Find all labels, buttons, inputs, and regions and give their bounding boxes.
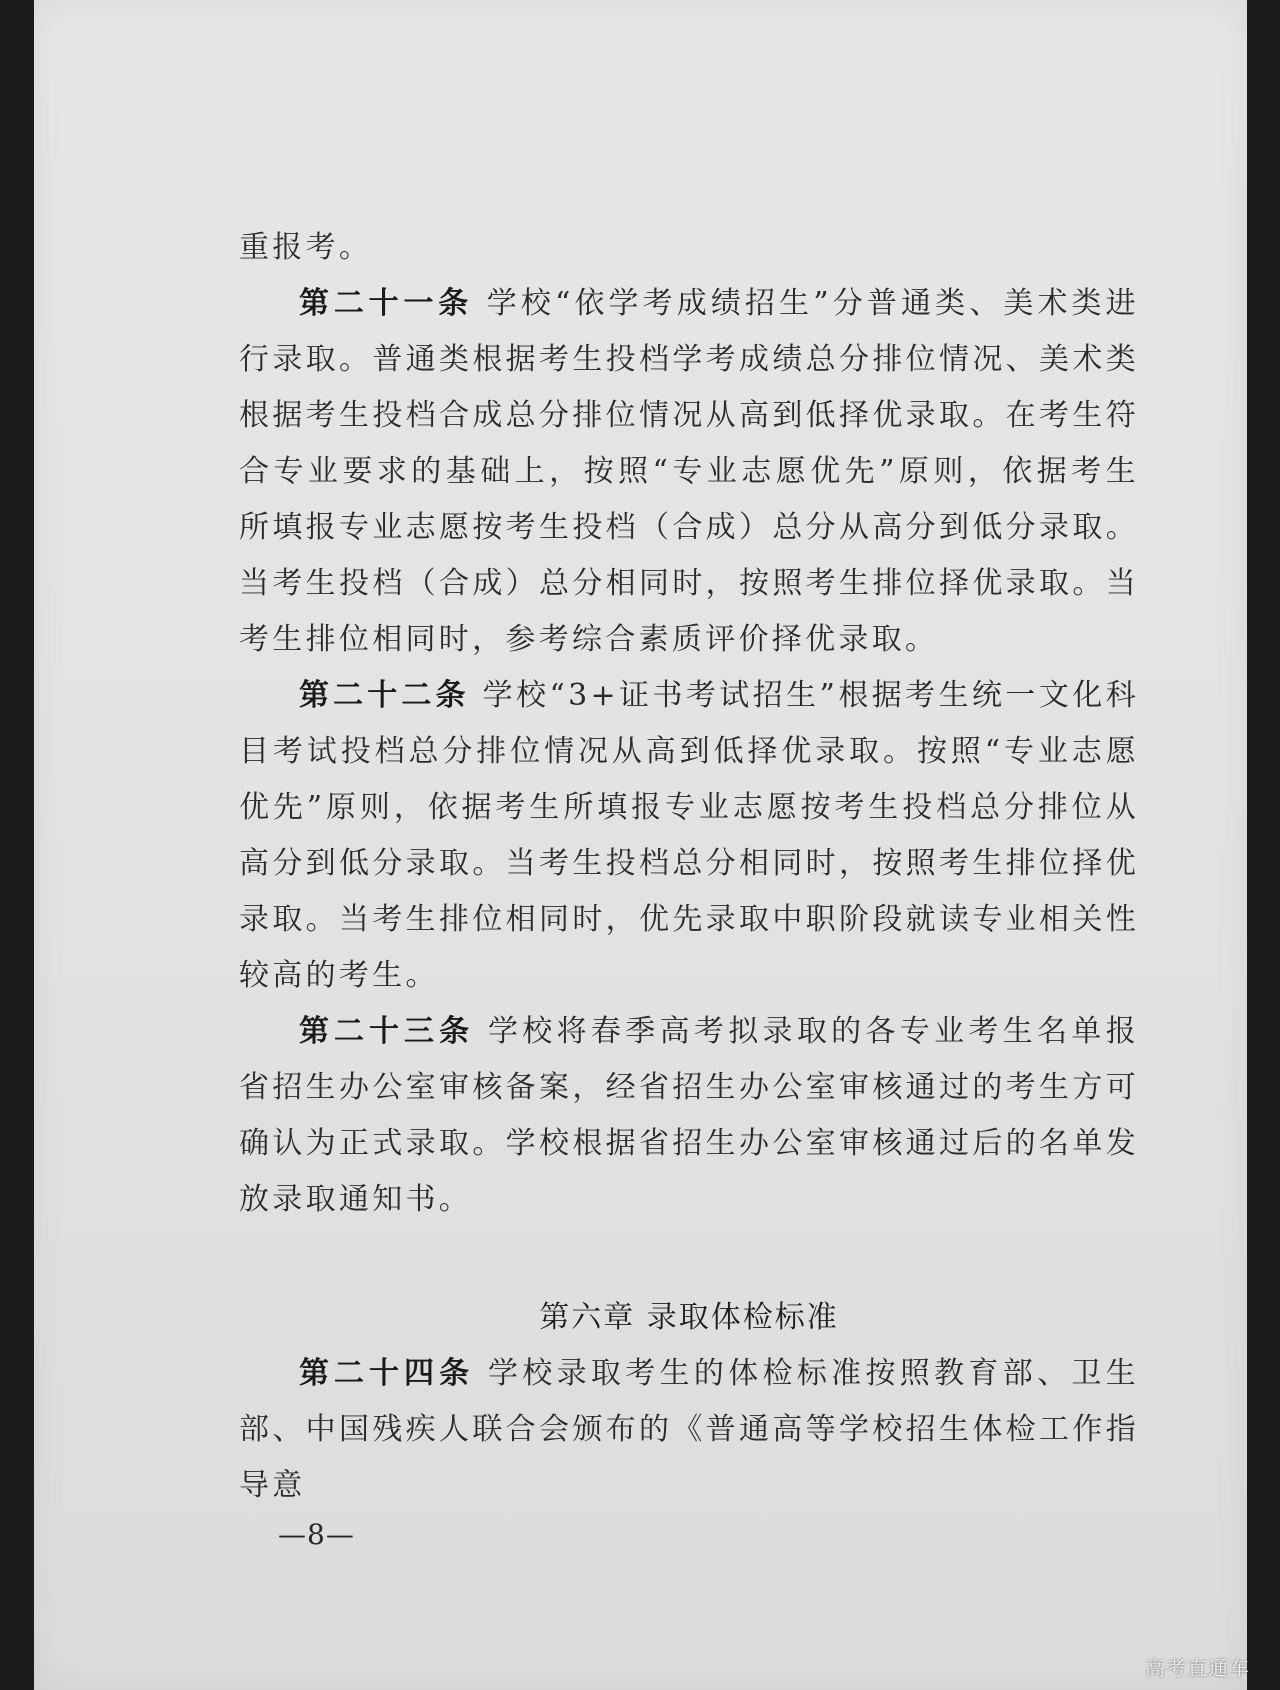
article-22-body: 学校“3+证书考试招生”根据考生统一文化科目考试投档总分排位情况从高到低择优录取。按照“专业志愿优先”原则，依据考生所填报专业志愿按考生投档总分排位从高分到低分录取。当考生投档总分相同时，按照考生排位择优录取。当考生排位相同时，优先录取中职阶段就读专业相关性较高的考生。 <box>239 678 1140 993</box>
article-21-body: 学校“依学考成绩招生”分普通类、美术类进行录取。普通类根据考生投档学考成绩总分排位情况、美术类根据考生投档合成总分排位情况从高到低择优录取。在考生符合专业要求的基础上，按照“专业志愿优先”原则，依据考生所填报专业志愿按考生投档（合成）总分从高分到低分录取。当考生投档（合成）总分相同时，按照考生排位择优录取。当考生排位相同时，参考综合素质评价择优录取。 <box>239 286 1139 657</box>
article-23 <box>239 1004 1139 1228</box>
article-21 <box>239 276 1139 668</box>
page-number: —8— <box>278 1518 355 1551</box>
continuation-text: 重报考。 <box>239 230 373 265</box>
article-22-title: 第二十二条 <box>299 678 470 713</box>
document-body <box>239 220 1139 1514</box>
article-22 <box>239 668 1139 1004</box>
article-21-title: 第二十一条 <box>299 286 474 321</box>
watermark-text: 高考直通车 <box>1145 1656 1250 1680</box>
chapter-heading: 第六章 录取体检标准 <box>539 1300 839 1335</box>
document-page <box>34 0 1247 1690</box>
article-24-title: 第二十四条 <box>299 1356 475 1391</box>
article-24 <box>239 1346 1139 1514</box>
article-23-body: 学校将春季高考拟录取的各专业考生名单报省招生办公室审核备案，经省招生办公室审核通过的考生方可确认为正式录取。学校根据省招生办公室审核通过后的名单发放录取通知书。 <box>239 1014 1140 1217</box>
article-24-body: 学校录取考生的体检标准按照教育部、卫生部、中国残疾人联合会颁布的《普通高等学校招生体检工作指导意 <box>239 1356 1140 1503</box>
article-23-title: 第二十三条 <box>299 1014 475 1049</box>
